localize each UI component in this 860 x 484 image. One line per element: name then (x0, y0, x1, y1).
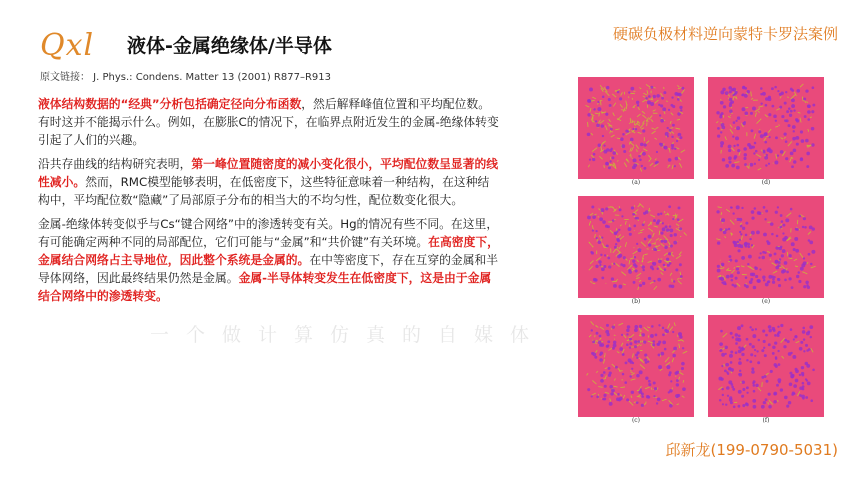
paragraph-text: 然而，RMC模型能够表明，在低密度下，这些特征意味着一种结构，在这种结构中，平均配位数“隐藏”了局部原子分布的相当大的不均匀性，配位数变化很大。 (38, 175, 490, 207)
paragraph-1 (38, 95, 500, 149)
highlight-text: 在高密度下，金属结合网络占主导地位，因此整个系统是金属的。 (38, 235, 499, 267)
snapshot-panel-b (578, 196, 694, 304)
paragraph-3 (38, 215, 500, 305)
snapshot-image (578, 77, 694, 179)
paragraph-text: 在中等密度下，存在互穿的金属和半导体网络，因此最终结果仍然是金属。 (38, 253, 499, 285)
panel-caption: (d) (761, 179, 771, 186)
paragraph-text: 金属-绝缘体转变似乎与Cs“键合网络”中的渗透转变有关。Hg的情况有些不同。在这里，有可能确定两种不同的局部配位，它们可能与“金属”和“共价键”有关环境。 (38, 217, 499, 249)
page-title: 液体-金属绝缘体/半导体 (127, 35, 332, 57)
snapshot-panel-f (708, 315, 824, 423)
panel-caption: (f) (762, 417, 770, 424)
body-text (38, 95, 500, 311)
snapshot-panel-c (578, 315, 694, 423)
paragraph-text: 沿共存曲线的结构研究表明， (38, 157, 192, 171)
panel-caption: (a) (631, 179, 641, 186)
snapshot-image (708, 315, 824, 417)
snapshot-panel-a (578, 77, 694, 185)
snapshot-panel-e (708, 196, 824, 304)
panel-caption: (c) (631, 417, 641, 424)
snapshot-image (708, 196, 824, 298)
author-contact: 邱新龙(199-0790-5031) (665, 441, 838, 459)
watermark-text: 一个做计算仿真的自媒体 (150, 324, 547, 346)
panel-caption: (e) (761, 298, 771, 305)
header-right-title: 硬碳负极材料逆向蒙特卡罗法案例 (612, 25, 838, 43)
logo: Qxl (40, 28, 95, 63)
snapshot-image (578, 196, 694, 298)
paragraph-2 (38, 155, 500, 209)
highlight-text: 金属-半导体转变发生在低密度下，这是由于金属结合网络中的渗透转变。 (38, 271, 492, 303)
snapshot-image (578, 315, 694, 417)
panel-caption: (b) (631, 298, 641, 305)
rmc-model-figure (578, 77, 830, 431)
snapshot-panel-d (708, 77, 824, 185)
source-citation: 原文链接： J. Phys.: Condens. Matter 13 (2001) R877–R913 (40, 72, 331, 83)
highlight-text: 第一峰位置随密度的减小变化很小，平均配位数呈显著的线性减小。 (38, 157, 499, 189)
snapshot-image (708, 77, 824, 179)
paragraph-text: ，然后解释峰值位置和平均配位数。有时这并不能揭示什么。例如，在膨胀C的情况下，在临界点附近发生的金属-绝缘体转变引起了人们的兴趣。 (38, 97, 499, 147)
highlight-text: 液体结构数据的“经典”分析包括确定径向分布函数 (38, 97, 302, 111)
